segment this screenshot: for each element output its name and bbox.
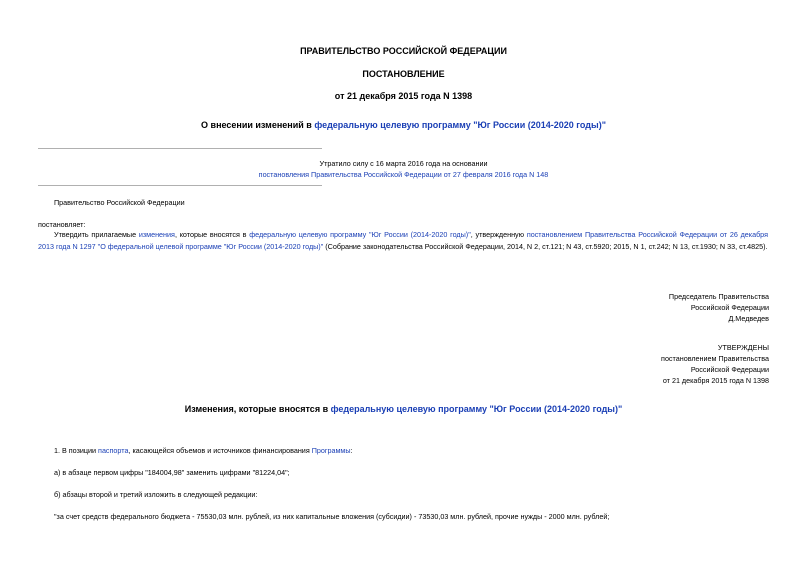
- program-link[interactable]: федеральную целевую программу "Юг России (2014-2020 годы)": [249, 230, 471, 239]
- quote-line: "за счет средств федерального бюджета - 75530,03 млн. рублей, из них капитальные вложения (субсидии) - 73530,03 млн. рублей, прочие нужды - 2000 млн. рублей;: [54, 512, 610, 521]
- org-heading: ПРАВИТЕЛЬСТВО РОССИЙСКОЙ ФЕДЕРАЦИИ: [300, 46, 507, 56]
- title-prefix: О внесении изменений в: [201, 120, 315, 130]
- item1-text-a: 1. В позиции: [54, 446, 99, 455]
- p1-text-d: (Собрание законодательства Российской Федерации, 2014, N 2, ст.121; N 43, ст.5920; 2015, N 1, ст.242; N 13, ст.1930; N 33, ст.4825).: [323, 242, 768, 251]
- changes-program-link[interactable]: федеральную целевую программу "Юг России (2014-2020 годы)": [330, 404, 623, 414]
- status-link-row: [0, 169, 807, 181]
- changes-title: [0, 404, 807, 414]
- title-program-link[interactable]: федеральную целевую программу "Юг России (2014-2020 годы)": [314, 120, 606, 130]
- item-a: а) в абзаце первом цифры "184004,98" заменить цифрами "81224,04";: [54, 468, 290, 477]
- document-title: [0, 120, 807, 130]
- p1-text-a: Утвердить прилагаемые: [54, 230, 139, 239]
- status-repeal-link[interactable]: постановления Правительства Российской Федерации от 27 февраля 2016 года N 148: [258, 170, 549, 179]
- item1-text-c: :: [350, 446, 353, 455]
- resolution-1297-link[interactable]: постановлением Правительства Российской Федерации от 26 декабря 2013 года N 1297 "О федеральной целевой программе "Юг России (2014-2020 годы)": [38, 230, 768, 251]
- item-b: б) абзацы второй и третий изложить в следующей редакции:: [54, 490, 258, 499]
- approved-by: постановлением Правительства: [661, 354, 769, 363]
- status-line: Утратило силу с 16 марта 2016 года на основании: [319, 159, 488, 168]
- divider-bottom: [38, 185, 322, 186]
- signature-name: Д.Медведев: [728, 314, 769, 323]
- item-1: [54, 445, 353, 457]
- changes-link[interactable]: изменения: [138, 230, 175, 239]
- resolution-paragraph: [38, 229, 768, 253]
- signature-title: Председатель Правительства: [668, 292, 769, 301]
- approved-date: от 21 декабря 2015 года N 1398: [662, 376, 769, 385]
- p1-text-b: , которые вносятся в: [174, 230, 250, 239]
- passport-link[interactable]: паспорта: [98, 446, 129, 455]
- doc-type-heading: ПОСТАНОВЛЕНИЕ: [362, 69, 445, 79]
- program-section-link[interactable]: Программы: [311, 446, 351, 455]
- date-number-heading: от 21 декабря 2015 года N 1398: [334, 91, 473, 101]
- resolves-line: постановляет:: [38, 220, 86, 229]
- approved-org: Российской Федерации: [690, 365, 769, 374]
- changes-title-prefix: Изменения, которые вносятся в: [184, 404, 331, 414]
- approved-label: УТВЕРЖДЕНЫ: [717, 343, 769, 352]
- item1-text-b: , касающейся объемов и источников финансирования: [128, 446, 312, 455]
- signature-org: Российской Федерации: [690, 303, 769, 312]
- p1-text-c: , утвержденную: [470, 230, 527, 239]
- divider-top: [38, 148, 322, 149]
- gov-line: Правительство Российской Федерации: [54, 198, 185, 207]
